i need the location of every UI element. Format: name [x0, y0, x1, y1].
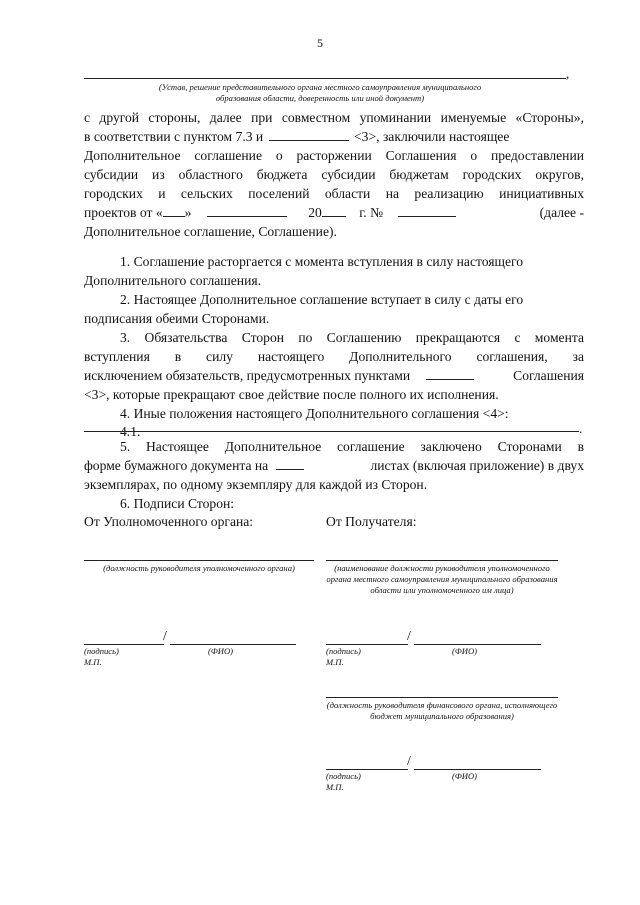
header-fill-line: [84, 78, 566, 79]
finance-sign-label: (подпись): [326, 771, 361, 781]
intro-date-close: »: [184, 205, 192, 220]
intro-line-6: [84, 204, 584, 221]
right-position-caption: (наименование должности руководителя уполномоченного органа местного самоуправления муниципального образования области или уполномоченного им лица): [326, 563, 558, 595]
item-2-line-2: подписания обеими Сторонами.: [84, 311, 270, 326]
left-sign-slash: /: [163, 629, 167, 644]
intro-line-2: [84, 128, 584, 145]
intro-line-3: Дополнительное соглашение о расторжении Соглашения о предоставлении: [84, 148, 584, 163]
intro-line-1: с другой стороны, далее при совместном упоминании именуемые «Стороны»,: [84, 110, 584, 125]
intro-blank-number: [398, 205, 456, 217]
intro-year-prefix: 20: [308, 205, 322, 220]
right-sign-line: [326, 644, 408, 645]
header-caption: (Устав, решение представительного органа местного самоуправления муниципального образования области, доверенность или иной документ): [158, 82, 482, 103]
left-party-heading: От Уполномоченного органа:: [84, 514, 254, 529]
intro-line-2-end: <3>, заключили настоящее: [354, 129, 510, 144]
intro-line-7: Дополнительное соглашение, Соглашение).: [84, 224, 337, 239]
finance-sign-line: [326, 769, 408, 770]
header-comma: ,: [566, 66, 570, 81]
intro-line-4: субсидии из областного бюджета субсидии бюджетам городских округов,: [84, 167, 584, 182]
right-fio-line: [414, 644, 541, 645]
item-3-blank-points: [426, 368, 474, 380]
intro-blank-month: [207, 205, 287, 217]
intro-blank-document: [269, 129, 349, 141]
intro-blank-day: [163, 205, 185, 217]
right-position-line: [326, 560, 558, 561]
right-sign-slash: /: [407, 629, 411, 644]
item-5-line-1: 5. Настоящее Дополнительное соглашение заключено Сторонами в: [120, 439, 584, 454]
right-stamp-mark: М.П.: [326, 657, 344, 667]
item-5-line-2-start: форме бумажного документа на: [84, 458, 269, 473]
item-4-fill-line: [84, 431, 579, 432]
left-fio-label: (ФИО): [208, 646, 234, 656]
intro-blank-year: [322, 205, 346, 217]
finance-stamp-mark: М.П.: [326, 782, 344, 792]
item-3-line-1: 3. Обязательства Сторон по Соглашению прекращаются с момента: [120, 330, 584, 345]
item-1-line-2: Дополнительного соглашения.: [84, 273, 261, 288]
item-1-line-1: 1. Соглашение расторгается с момента вступления в силу настоящего: [120, 254, 524, 269]
item-3-line-4: <3>, которые прекращают свое действие после полного их исполнения.: [84, 387, 499, 402]
page-number: 5: [317, 36, 323, 50]
item-4-line-1: 4. Иные положения настоящего Дополнительного соглашения <4>:: [120, 406, 509, 421]
left-sign-label: (подпись): [84, 646, 119, 656]
finance-fio-label: (ФИО): [452, 771, 478, 781]
intro-line-5: городских и сельских поселений области на реализацию инициативных: [84, 186, 584, 201]
right-fio-label: (ФИО): [452, 646, 478, 656]
left-sign-line: [84, 644, 164, 645]
item-5-line-2-end: листах (включая приложение) в двух: [370, 458, 584, 473]
finance-position-caption: (должность руководителя финансового органа, исполняющего бюджет муниципального образования): [326, 700, 558, 721]
item-3-line-3-start: исключением обязательств, предусмотренных пунктами: [84, 368, 411, 383]
intro-line-2-start: в соответствии с пунктом 7.3 и: [84, 129, 264, 144]
item-5-line-2: [84, 457, 584, 474]
finance-position-line: [326, 697, 558, 698]
item-4-end-dot: .: [579, 421, 583, 436]
right-party-heading: От Получателя:: [326, 514, 417, 529]
item-2-line-1: 2. Настоящее Дополнительное соглашение вступает в силу с даты его: [120, 292, 524, 307]
left-stamp-mark: М.П.: [84, 657, 102, 667]
item-3-line-2: вступления в силу настоящего Дополнительного соглашения, за: [84, 349, 584, 364]
item-6-line: 6. Подписи Сторон:: [120, 496, 235, 511]
item-5-blank-sheets: [276, 458, 304, 470]
right-sign-label: (подпись): [326, 646, 361, 656]
finance-fio-line: [414, 769, 541, 770]
left-fio-line: [170, 644, 296, 645]
item-5-line-3: экземплярах, по одному экземпляру для каждой из Сторон.: [84, 477, 428, 492]
intro-year-suffix: г. №: [359, 205, 384, 220]
intro-further: (далее -: [539, 205, 584, 220]
intro-date-open: проектов от «: [84, 205, 163, 220]
finance-sign-slash: /: [407, 754, 411, 769]
item-3-line-3-end: Соглашения: [513, 368, 584, 383]
left-position-line: [84, 560, 314, 561]
item-4-line-2: 4.1.: [120, 424, 141, 439]
item-3-line-3: [84, 367, 584, 384]
left-position-caption: (должность руководителя уполномоченного органа): [103, 563, 295, 573]
